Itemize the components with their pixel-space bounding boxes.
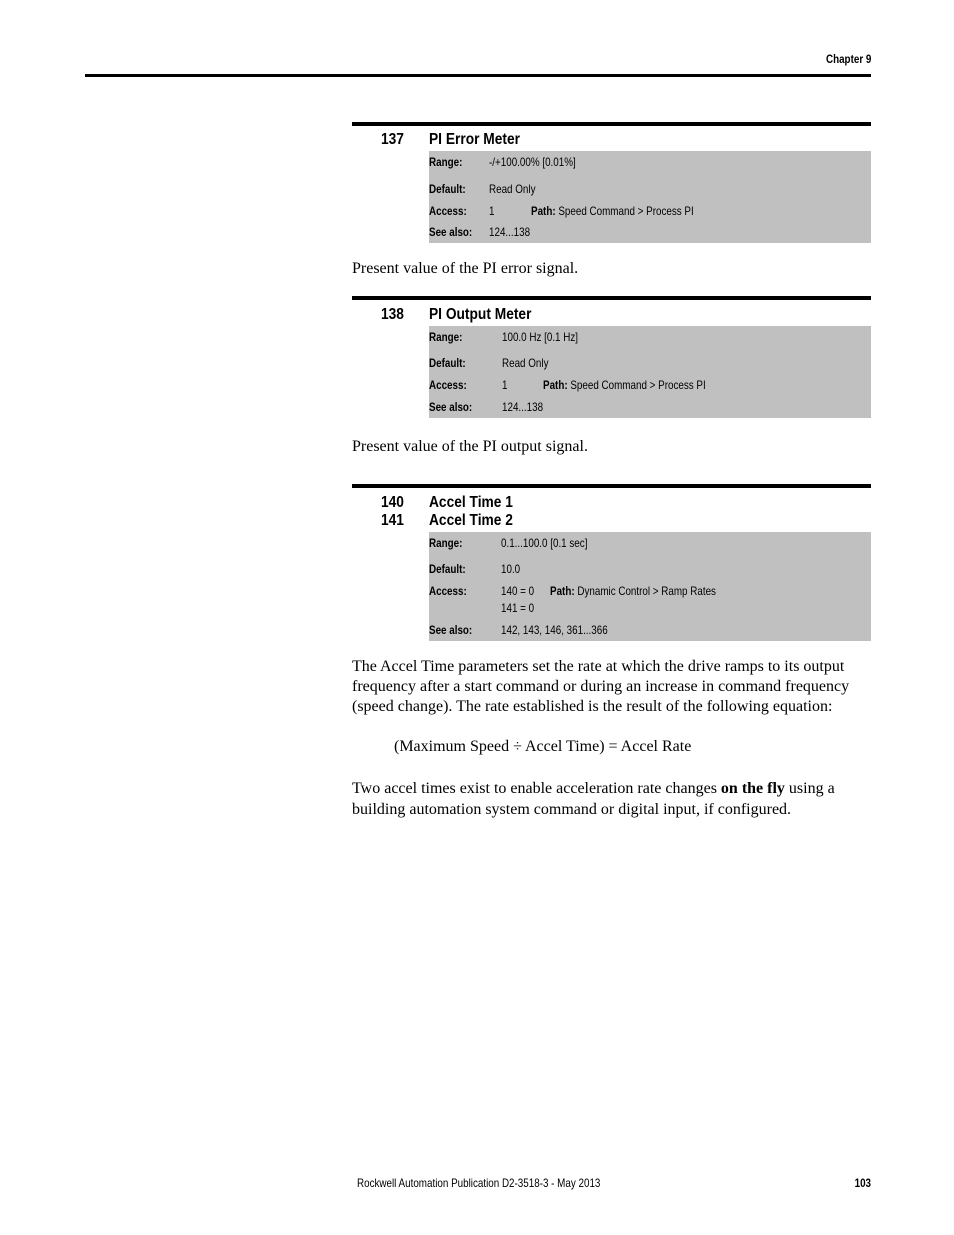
param-header: [352, 494, 871, 512]
param-info-box: [429, 151, 871, 243]
publication-footer: Rockwell Automation Publication D2-3518-3 - May 2013: [357, 1176, 601, 1190]
see-also-value: 142, 143, 146, 361...366: [501, 623, 608, 637]
range-label: Range:: [429, 330, 463, 344]
param-rule: [352, 122, 871, 126]
note-text-tail: using a: [784, 780, 835, 797]
param-info-box: [429, 326, 871, 418]
default-value: Read Only: [489, 182, 536, 196]
param-name: PI Output Meter: [429, 306, 532, 323]
path-value: Dynamic Control > Ramp Rates: [577, 584, 716, 598]
header-rule: [85, 74, 871, 77]
param-info-box: [429, 532, 871, 641]
param-137-description: Present value of the PI error signal.: [352, 260, 579, 277]
range-label: Range:: [429, 536, 463, 550]
see-also-value: 124...138: [489, 225, 531, 239]
path-label: Path:: [550, 584, 575, 598]
access-value: 1: [489, 204, 495, 218]
param-header: [352, 131, 871, 149]
default-label: Default:: [429, 562, 466, 576]
default-value: 10.0: [501, 562, 521, 576]
note-text-line2: building automation system command or digital input, if configured.: [352, 801, 792, 818]
accel-times-note: [352, 778, 872, 820]
default-value: Read Only: [502, 356, 549, 370]
default-label: Default:: [429, 182, 466, 196]
range-value: 0.1...100.0 [0.1 sec]: [501, 536, 588, 550]
param-number: 140: [381, 494, 404, 511]
page-number: 103: [854, 1176, 871, 1190]
access-value-2: 141 = 0: [501, 601, 535, 615]
access-value: 1: [502, 378, 508, 392]
path-label: Path:: [543, 378, 568, 392]
param-header: [352, 306, 871, 324]
note-text: Two accel times exist to enable acceleration rate changes: [352, 780, 721, 797]
access-label: Access:: [429, 378, 467, 392]
param-138: [352, 296, 871, 414]
accel-description-line: The Accel Time parameters set the rate at which the drive ramps to its output: [352, 658, 845, 675]
param-number-2: 141: [381, 512, 404, 529]
param-name: Accel Time 1: [429, 494, 513, 511]
range-value: -/+100.00% [0.01%]: [489, 155, 576, 169]
accel-description-line: frequency after a start command or during an increase in command frequency: [352, 678, 850, 695]
param-rule: [352, 484, 871, 488]
param-number: 137: [381, 131, 404, 148]
path-value: Speed Command > Process PI: [570, 378, 706, 392]
access-label: Access:: [429, 584, 467, 598]
param-140-141: [352, 484, 871, 637]
param-name: PI Error Meter: [429, 131, 520, 148]
param-rule: [352, 296, 871, 300]
default-label: Default:: [429, 356, 466, 370]
access-value: 140 = 0: [501, 584, 535, 598]
param-138-description: Present value of the PI output signal.: [352, 438, 588, 455]
accel-rate-equation: (Maximum Speed ÷ Accel Time) = Accel Rate: [394, 738, 692, 755]
see-also-label: See also:: [429, 225, 473, 239]
param-number: 138: [381, 306, 404, 323]
accel-description: [352, 657, 872, 717]
see-also-value: 124...138: [502, 400, 544, 414]
path-label: Path:: [531, 204, 556, 218]
note-emphasis: on the fly: [720, 780, 785, 797]
param-137: [352, 122, 871, 239]
accel-description-line: (speed change). The rate established is the result of the following equation:: [352, 698, 833, 715]
see-also-label: See also:: [429, 623, 473, 637]
access-label: Access:: [429, 204, 467, 218]
range-value: 100.0 Hz [0.1 Hz]: [502, 330, 579, 344]
param-header-2: [352, 512, 871, 530]
chapter-label: Chapter 9: [825, 52, 871, 66]
param-name-2: Accel Time 2: [429, 512, 513, 529]
range-label: Range:: [429, 155, 463, 169]
path-value: Speed Command > Process PI: [558, 204, 694, 218]
see-also-label: See also:: [429, 400, 473, 414]
